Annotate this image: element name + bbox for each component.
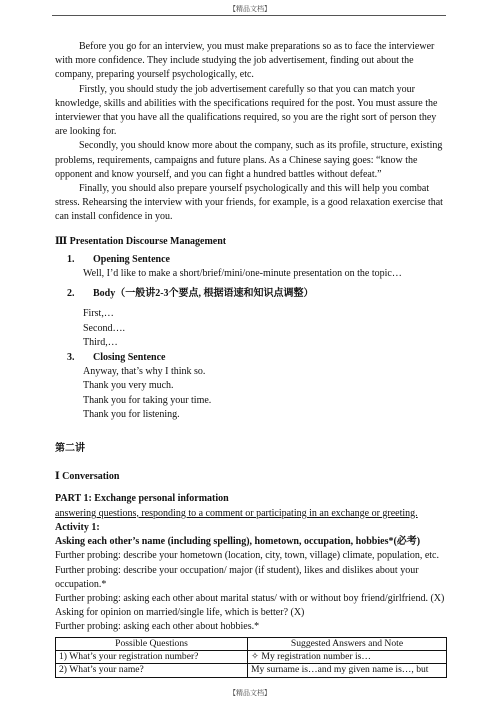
intro-paragraph-1: Before you go for an interview, you must make preparations so as to face the interviewer with more confidence. They include studying the job advertisement, finding out about the company, preparing yourself psychologically, etc. — [55, 41, 435, 81]
lecture-title: 第二讲 — [55, 443, 85, 455]
table-row — [56, 650, 447, 663]
closing-line-4: Thank you for listening. — [83, 408, 180, 420]
body-line-3: Third,… — [83, 336, 118, 348]
part-description: answering questions, responding to a comment or participating in an exchange or greeting. — [55, 507, 418, 519]
probe-hobbies: Further probing: asking each other about hobbies.* — [55, 621, 260, 633]
list-item-title: Opening Sentence — [93, 253, 170, 265]
table-cell-question: 2) What’s your name? — [56, 664, 248, 677]
page-header: 【精品文档】 — [229, 5, 271, 13]
table-header-answers: Suggested Answers and Note — [248, 637, 447, 650]
closing-line-3: Thank you for taking your time. — [83, 394, 212, 406]
intro-paragraph-2: Firstly, you should study the job advertisement carefully so that you can match your knowledge, skills and abilities with the specifications required for the post. You must assure the interviewer that you have all the qualifications required, so you are the right sort of person they are looking for. — [55, 83, 438, 138]
header-rule — [52, 15, 446, 16]
section-title-presentation: Ⅲ Presentation Discourse Management — [55, 235, 227, 247]
list-item-title: Closing Sentence — [93, 352, 166, 364]
page-content — [55, 40, 447, 678]
list-number: 1. — [67, 253, 75, 265]
body-line-1: First,… — [83, 308, 114, 320]
activity-title: Activity 1: — [55, 521, 100, 533]
probe-opinion: Asking for opinion on married/single life, which is better? (X) — [55, 607, 305, 619]
part-title: PART 1: Exchange personal information — [55, 493, 229, 505]
probe-hometown: Further probing: describe your hometown (location, city, town, village) climate, population, etc. — [55, 550, 439, 562]
list-number: 3. — [67, 352, 75, 364]
list-number: 2. — [67, 288, 75, 300]
questions-table — [55, 637, 447, 678]
table-header-questions: Possible Questions — [56, 637, 248, 650]
table-cell-question: 1) What’s your registration number? — [56, 650, 248, 663]
list-item-opening — [55, 253, 447, 267]
list-item-closing — [55, 351, 447, 365]
probe-occupation: Further probing: describe your occupation/ major (if student), likes and dislikes about your occupation.* — [55, 564, 419, 590]
table-cell-answer: ✧ My registration number is… — [248, 650, 447, 663]
closing-line-2: Thank you very much. — [83, 380, 174, 392]
list-item-body — [55, 287, 447, 301]
table-cell-answer: My surname is…and my given name is…, but — [248, 664, 447, 677]
opening-line-1: Well, I’d like to make a short/brief/mini/one-minute presentation on the topic… — [83, 268, 402, 280]
section-title-conversation: Ⅰ Conversation — [55, 471, 120, 483]
closing-line-1: Anyway, that’s why I think so. — [83, 366, 206, 378]
page-footer: 【精品文档】 — [229, 689, 271, 697]
probe-marital-status: Further probing: asking each other about marital status/ with or without boy friend/girlfriend. (X) — [55, 592, 445, 604]
body-line-2: Second…. — [83, 322, 125, 334]
list-item-title: Body（一般讲2-3个要点, 根据语速和知识点调整） — [93, 288, 314, 300]
activity-heading: Asking each other’s name (including spelling), hometown, occupation, hobbies*(必考) — [55, 536, 421, 548]
intro-paragraph-4: Finally, you should also prepare yourself psychologically and this will help you combat stress. Rehearsing the interview with your friends, for example, is a good relaxation exercise that can install confidence in you. — [55, 183, 443, 223]
intro-paragraph-3: Secondly, you should know more about the company, such as its profile, structure, existing problems, requirements, campaigns and future plans. As a Chinese saying goes: “know the opponent and know yourself, and you can fight a hundred battles without defeat.” — [55, 140, 443, 180]
table-row — [56, 664, 447, 677]
table-header-row — [56, 637, 447, 650]
